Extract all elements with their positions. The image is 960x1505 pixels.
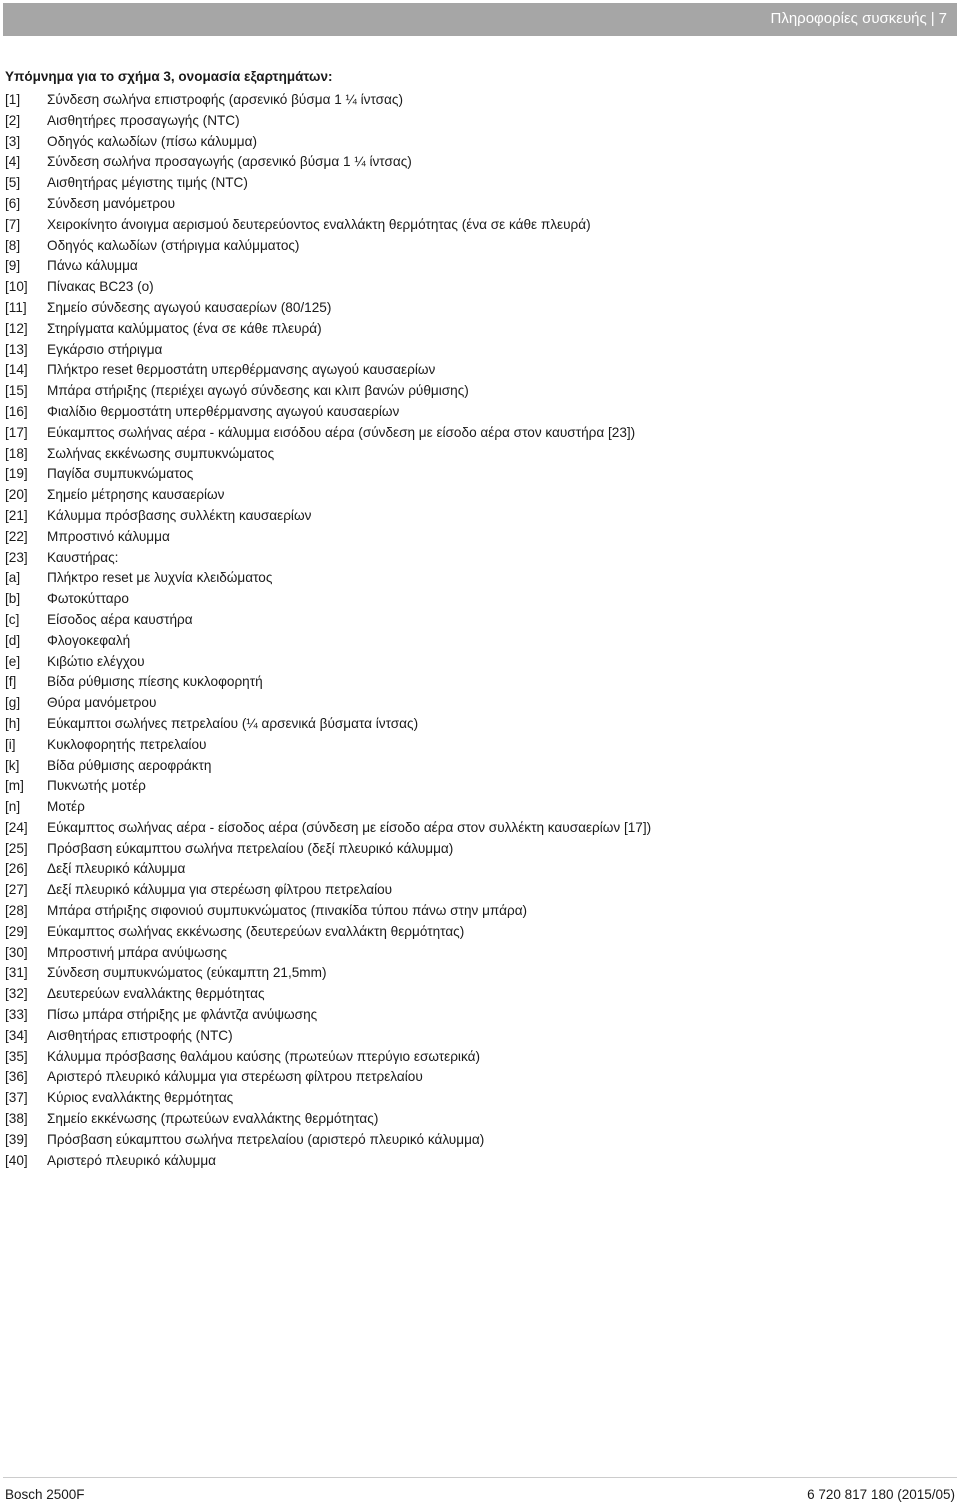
legend-item-text: Αισθητήρας μέγιστης τιμής (NTC) <box>47 175 248 191</box>
legend-item-key: [14] <box>5 362 28 378</box>
header-separator: | <box>930 10 935 27</box>
legend-item-text: Παγίδα συμπυκνώματος <box>47 466 194 482</box>
legend-item <box>5 859 651 880</box>
legend-item-key: [c] <box>5 611 20 627</box>
legend-item <box>5 402 651 423</box>
legend-item-text: Κάλυμμα πρόσβασης συλλέκτη καυσαερίων <box>47 507 312 523</box>
legend-item <box>5 1026 651 1047</box>
legend-item <box>5 672 651 693</box>
legend-item-key: [36] <box>5 1069 28 1085</box>
legend-item-text: Σημείο σύνδεσης αγωγού καυσαερίων (80/125) <box>47 299 332 315</box>
legend-item <box>5 756 651 777</box>
legend-item-key: [37] <box>5 1090 28 1106</box>
legend-item <box>5 298 651 319</box>
legend-item-text: Βίδα ρύθμισης αεροφράκτη <box>47 757 212 773</box>
legend-item <box>5 152 651 173</box>
legend-item-text: Πλήκτρο reset θερμοστάτη υπερθέρμανσης αγωγού καυσαερίων <box>47 362 436 378</box>
legend-item-text: Οδηγός καλωδίων (πίσω κάλυμμα) <box>47 133 258 149</box>
legend-item-key: [28] <box>5 903 28 919</box>
legend-item <box>5 548 651 569</box>
legend-item-text: Δεξί πλευρικό κάλυμμα για στερέωση φίλτρου πετρελαίου <box>47 882 393 898</box>
legend-item-text: Μπάρα στήριξης (περιέχει αγωγό σύνδεσης και κλιπ βανών ρύθμισης) <box>47 383 469 399</box>
legend-item-text: Χειροκίνητο άνοιγμα αερισμού δευτερεύοντος εναλλάκτη θερμότητας (ένα σε κάθε πλευρά) <box>47 216 591 232</box>
legend-item-text: Σημείο εκκένωσης (πρωτεύων εναλλάκτης θερμότητας) <box>47 1111 379 1127</box>
legend-item-key: [12] <box>5 320 28 336</box>
legend-item-text: Φιαλίδιο θερμοστάτη υπερθέρμανσης αγωγού καυσαερίων <box>47 403 400 419</box>
legend-item-key: [a] <box>5 570 21 586</box>
legend-item-key: [29] <box>5 923 28 939</box>
legend-item-key: [2] <box>5 112 21 128</box>
legend-item-key: [27] <box>5 882 28 898</box>
legend-item-key: [9] <box>5 258 21 274</box>
page-header <box>771 9 948 29</box>
legend-item <box>5 381 651 402</box>
legend-item <box>5 610 651 631</box>
legend-item-key: [11] <box>5 299 27 315</box>
legend-item <box>5 818 651 839</box>
legend-item <box>5 1047 651 1068</box>
legend-item-text: Πίσω μπάρα στήριξης με φλάντζα ανύψωσης <box>47 1007 318 1023</box>
legend-item <box>5 132 651 153</box>
legend-item <box>5 340 651 361</box>
legend-item <box>5 464 651 485</box>
legend-item-key: [16] <box>5 403 28 419</box>
legend-item-key: [n] <box>5 799 21 815</box>
legend-item <box>5 236 651 257</box>
legend-item <box>5 194 651 215</box>
legend-item-text: Πίνακας BC23 (ο) <box>47 279 154 295</box>
legend-item-text: Εύκαμπτοι σωλήνες πετρελαίου (¼ αρσενικά βύσματα ίντσας) <box>47 715 419 731</box>
legend-item-text: Καυστήρας: <box>47 549 119 565</box>
legend-item <box>5 1130 651 1151</box>
legend-item <box>5 922 651 943</box>
legend-item-key: [38] <box>5 1111 28 1127</box>
legend-item-text: Αριστερό πλευρικό κάλυμμα <box>47 1152 217 1168</box>
legend-item-text: Θύρα μανόμετρου <box>47 695 157 711</box>
page-header-bar <box>3 3 957 36</box>
legend-item <box>5 631 651 652</box>
legend-item-text: Μοτέρ <box>47 799 85 815</box>
legend-item <box>5 1151 651 1172</box>
legend-item-text: Σωλήνας εκκένωσης συμπυκνώματος <box>47 445 275 461</box>
legend-item-key: [10] <box>5 279 28 295</box>
legend-item-text: Αισθητήρας επιστροφής (NTC) <box>47 1027 233 1043</box>
legend-item <box>5 880 651 901</box>
legend-item <box>5 1005 651 1026</box>
legend-item <box>5 423 651 444</box>
legend-item <box>5 215 651 236</box>
footer-doc-code: 6 720 817 180 (2015/05) <box>807 1487 955 1502</box>
legend-item-text: Σύνδεση σωλήνα επιστροφής (αρσενικό βύσμα 1 ¼ ίντσας) <box>47 92 403 107</box>
legend-item-key: [21] <box>5 507 28 523</box>
legend-item-key: [d] <box>5 632 21 648</box>
legend-item-text: Πρόσβαση εύκαμπτου σωλήνα πετρελαίου (αριστερό πλευρικό κάλυμμα) <box>47 1131 485 1147</box>
legend-item-key: [g] <box>5 695 21 711</box>
footer-divider <box>3 1477 957 1478</box>
legend-item <box>5 1088 651 1109</box>
legend-item-text: Εύκαμπτος σωλήνας αέρα - είσοδος αέρα (σύνδεση με είσοδο αέρα στον συλλέκτη καυσαερίων [17]) <box>47 819 652 835</box>
legend-item-key: [26] <box>5 861 28 877</box>
legend-item-text: Εγκάρσιο στήριγμα <box>47 341 163 357</box>
legend-item-key: [24] <box>5 819 28 835</box>
legend-item-key: [34] <box>5 1027 28 1043</box>
legend-item-text: Μπροστινή μπάρα ανύψωσης <box>47 944 228 960</box>
legend-item-text: Πρόσβαση εύκαμπτου σωλήνα πετρελαίου (δεξί πλευρικό κάλυμμα) <box>47 840 454 856</box>
legend-item-text: Φλογοκεφαλή <box>47 632 131 648</box>
legend-item-text: Πλήκτρο reset με λυχνία κλειδώματος <box>47 570 273 586</box>
legend-item-key: [23] <box>5 549 28 565</box>
legend-item <box>5 256 651 277</box>
section-title: Πληροφορίες συσκευής <box>770 10 927 27</box>
legend-item-text: Εύκαμπτος σωλήνας αέρα - κάλυμμα εισόδου αέρα (σύνδεση με είσοδο αέρα στον καυστήρα [23]) <box>47 424 636 440</box>
legend-item-text: Αριστερό πλευρικό κάλυμμα για στερέωση φίλτρου πετρελαίου <box>47 1069 423 1085</box>
legend-item-key: [25] <box>5 840 28 856</box>
legend-item-key: [33] <box>5 1007 28 1023</box>
legend-item <box>5 485 651 506</box>
legend-item <box>5 943 651 964</box>
legend-item-text: Πάνω κάλυμμα <box>47 258 138 274</box>
legend-item-text: Σύνδεση συμπυκνώματος (εύκαμπτη 21,5mm) <box>47 965 327 981</box>
legend-item <box>5 984 651 1005</box>
legend-item-key: [8] <box>5 237 21 253</box>
legend-item-text: Δεξί πλευρικό κάλυμμα <box>47 861 186 877</box>
legend-item-key: [30] <box>5 944 28 960</box>
legend-item-key: [1] <box>5 92 21 107</box>
legend-item-text: Μπροστινό κάλυμμα <box>47 528 170 544</box>
page-number: 7 <box>938 10 947 27</box>
legend-item <box>5 90 651 111</box>
legend-item <box>5 568 651 589</box>
legend-item-text: Φωτοκύτταρο <box>47 591 129 607</box>
legend-item-text: Κυκλοφορητής πετρελαίου <box>47 736 207 752</box>
legend-item-key: [18] <box>5 445 28 461</box>
legend-item-text: Δευτερεύων εναλλάκτης θερμότητας <box>47 986 265 1002</box>
legend-item <box>5 714 651 735</box>
legend-item <box>5 444 651 465</box>
legend-item-text: Εύκαμπτος σωλήνας εκκένωσης (δευτερεύων εναλλάκτη θερμότητας) <box>47 923 465 939</box>
legend-item-key: [15] <box>5 383 28 399</box>
legend-item <box>5 589 651 610</box>
legend-item-key: [40] <box>5 1152 28 1168</box>
legend-list <box>5 90 651 1171</box>
legend-item-key: [7] <box>5 216 21 232</box>
legend-item-text: Είσοδος αέρα καυστήρα <box>47 611 193 627</box>
legend-item-key: [i] <box>5 736 16 752</box>
legend-item <box>5 839 651 860</box>
legend-item <box>5 735 651 756</box>
legend-item <box>5 901 651 922</box>
legend-item-text: Κάλυμμα πρόσβασης θαλάμου καύσης (πρωτεύων πτερύγιο εσωτερικά) <box>47 1048 480 1064</box>
legend-item-text: Αισθητήρες προσαγωγής (NTC) <box>47 112 240 128</box>
legend-item <box>5 360 651 381</box>
legend-item-key: [k] <box>5 757 20 773</box>
legend-item-text: Σύνδεση σωλήνα προσαγωγής (αρσενικό βύσμα 1 ¼ ίντσας) <box>47 154 412 170</box>
legend-item <box>5 527 651 548</box>
legend-item-key: [35] <box>5 1048 28 1064</box>
legend-item <box>5 797 651 818</box>
legend-item <box>5 111 651 132</box>
legend-item-text: Μπάρα στήριξης σιφονιού συμπυκνώματος (πινακίδα τύπου πάνω στην μπάρα) <box>47 903 528 919</box>
legend-item <box>5 319 651 340</box>
legend-item-key: [f] <box>5 674 17 690</box>
legend-item <box>5 506 651 527</box>
legend-item <box>5 776 651 797</box>
legend-item-key: [b] <box>5 591 21 607</box>
legend-item-key: [32] <box>5 986 28 1002</box>
legend-item-text: Βίδα ρύθμισης πίεσης κυκλοφορητή <box>47 674 263 690</box>
legend-item-key: [22] <box>5 528 28 544</box>
legend-item <box>5 963 651 984</box>
legend-item-key: [13] <box>5 341 28 357</box>
legend-item-key: [e] <box>5 653 21 669</box>
legend-item-key: [31] <box>5 965 28 981</box>
legend-item-key: [m] <box>5 778 24 794</box>
legend-item-key: [3] <box>5 133 21 149</box>
legend-item <box>5 277 651 298</box>
legend-item-key: [39] <box>5 1131 28 1147</box>
legend-item <box>5 173 651 194</box>
legend-item-text: Στηρίγματα καλύμματος (ένα σε κάθε πλευρά) <box>47 320 322 336</box>
legend-item <box>5 652 651 673</box>
legend-item-text: Σύνδεση μανόμετρου <box>47 195 176 211</box>
legend-item-key: [20] <box>5 487 28 503</box>
legend-item-text: Σημείο μέτρησης καυσαερίων <box>47 487 225 503</box>
legend-item-key: [4] <box>5 154 21 170</box>
legend-item <box>5 1109 651 1130</box>
legend-item-key: [6] <box>5 195 21 211</box>
legend-item-key: [h] <box>5 715 21 731</box>
legend-item <box>5 1067 651 1088</box>
legend-heading: Υπόμνημα για το σχήμα 3, ονομασία εξαρτημάτων: <box>5 69 333 84</box>
legend-item-text: Κύριος εναλλάκτης θερμότητας <box>47 1090 234 1106</box>
legend-item-text: Πυκνωτής μοτέρ <box>47 778 146 794</box>
footer-product: Bosch 2500F <box>5 1487 85 1502</box>
legend-item-key: [19] <box>5 466 28 482</box>
legend-item-key: [5] <box>5 175 21 191</box>
legend-item <box>5 693 651 714</box>
legend-item-key: [17] <box>5 424 28 440</box>
legend-item-text: Κιβώτιο ελέγχου <box>47 653 145 669</box>
legend-item-text: Οδηγός καλωδίων (στήριγμα καλύμματος) <box>47 237 300 253</box>
